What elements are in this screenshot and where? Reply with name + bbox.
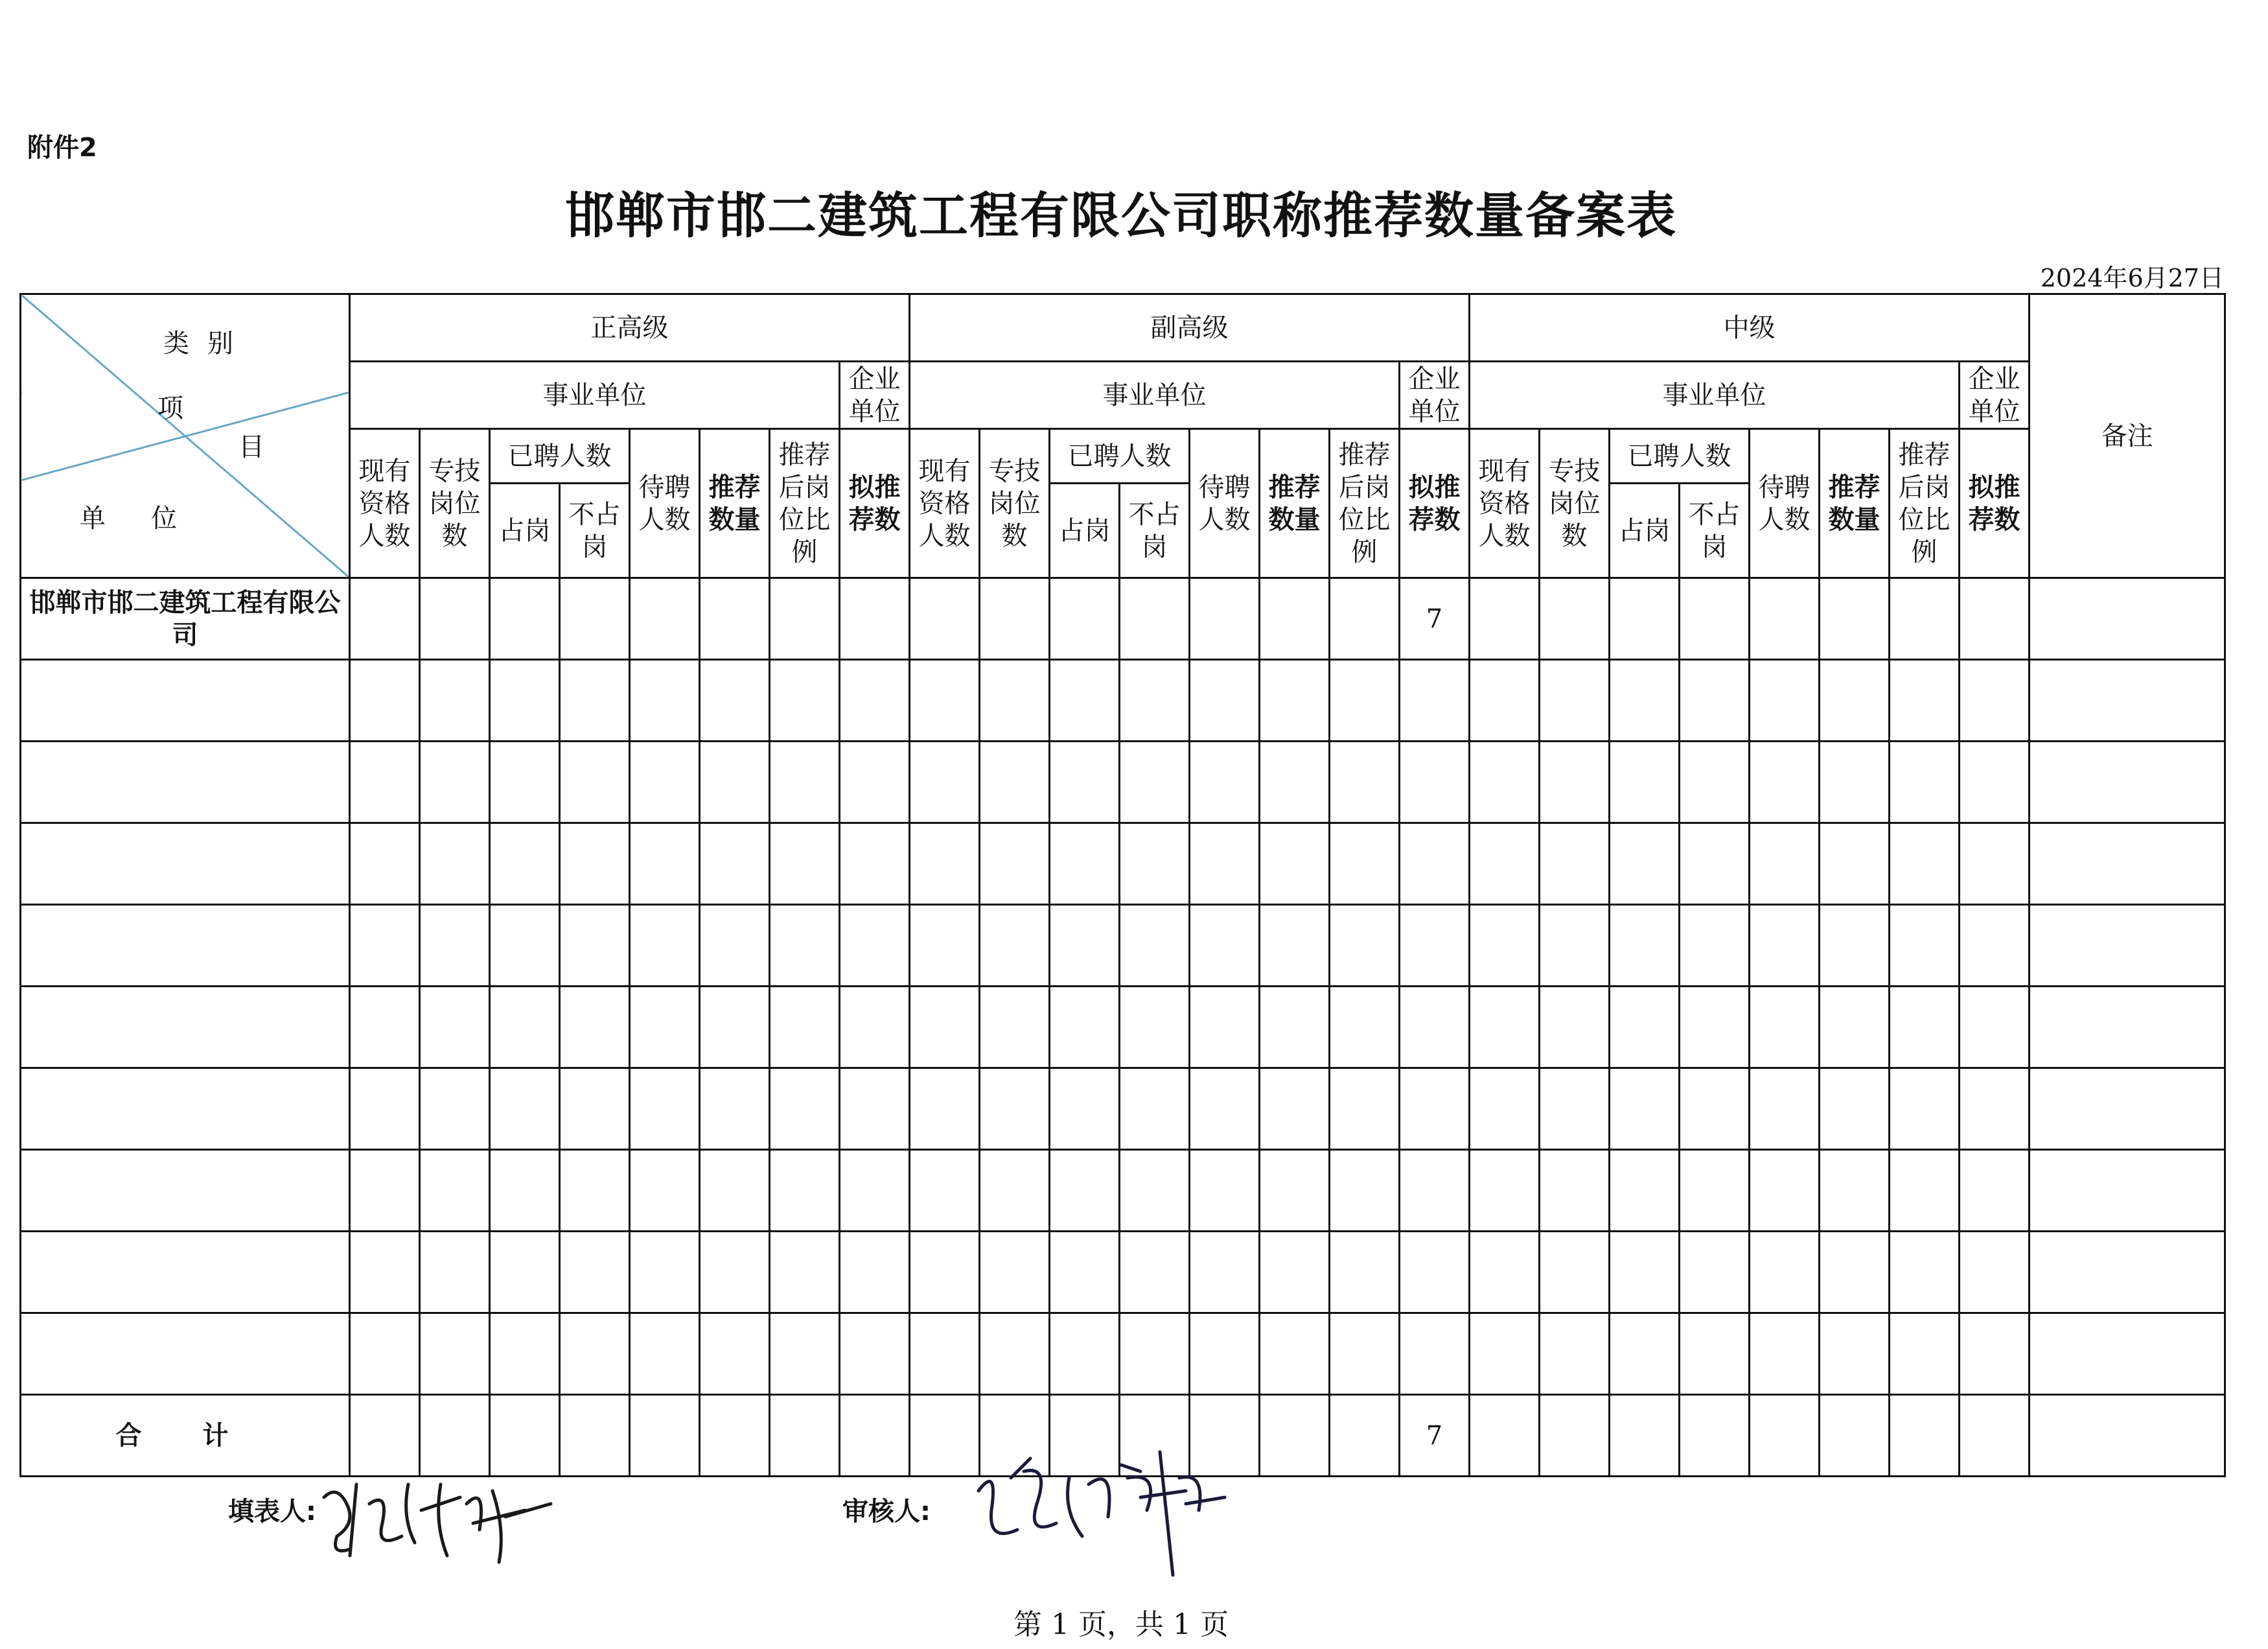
table-row xyxy=(21,1068,2225,1150)
col-recommend-count: 推荐数量 xyxy=(700,429,770,578)
intermediate-public-header: 事业单位 xyxy=(1470,362,1960,429)
col-awaiting: 待聘人数 xyxy=(630,429,700,578)
col-occupying: 占岗 xyxy=(1050,484,1120,578)
col-existing-qualified: 现有资格人数 xyxy=(910,429,980,578)
page-footer: 第 1 页，共 1 页 xyxy=(1013,1608,1229,1641)
group-header-senior: 正高级 xyxy=(350,294,910,362)
table-row xyxy=(21,742,2225,823)
col-post-ratio: 推荐后岗位比例 xyxy=(770,429,840,578)
table-row xyxy=(21,1150,2225,1232)
table-row xyxy=(21,987,2225,1068)
col-not-occupying: 不占岗 xyxy=(1680,484,1750,578)
table-row xyxy=(21,905,2225,987)
table-row xyxy=(21,1232,2225,1313)
col-proposed: 拟推荐数 xyxy=(1400,429,1470,578)
col-hired: 已聘人数 xyxy=(1610,429,1750,484)
unit-name-cell: 邯郸市邯二建筑工程有限公司 xyxy=(21,578,350,660)
unit-label: 单位 xyxy=(80,504,222,533)
table-row xyxy=(21,823,2225,905)
col-post-ratio: 推荐后岗位比例 xyxy=(1330,429,1400,578)
item-label-2: 目 xyxy=(238,432,264,462)
col-occupying: 占岗 xyxy=(1610,484,1680,578)
col-post-ratio: 推荐后岗位比例 xyxy=(1890,429,1960,578)
col-existing-qualified: 现有资格人数 xyxy=(350,429,420,578)
header-diagonal-cell xyxy=(21,294,350,578)
filled-by-label: 填表人: xyxy=(228,1497,316,1526)
group-header-deputy-senior: 副高级 xyxy=(910,294,1470,362)
total-deputy-enterprise-cell: 7 xyxy=(1400,1395,1470,1477)
col-hired: 已聘人数 xyxy=(490,429,630,484)
total-label: 合 计 xyxy=(21,1395,350,1477)
reviewer-label: 审核人: xyxy=(842,1497,931,1526)
col-recommend-count: 推荐数量 xyxy=(1820,429,1890,578)
col-awaiting: 待聘人数 xyxy=(1750,429,1820,578)
col-hired: 已聘人数 xyxy=(1050,429,1190,484)
col-proposed: 拟推荐数 xyxy=(1960,429,2030,578)
item-label-1: 项 xyxy=(157,393,183,423)
col-tech-positions: 专技岗位数 xyxy=(420,429,490,578)
recommendation-table xyxy=(19,293,2226,1477)
deputy-enterprise-proposed-cell: 7 xyxy=(1400,578,1470,660)
reviewer-signature xyxy=(966,1439,1238,1582)
senior-public-header: 事业单位 xyxy=(350,362,840,429)
table-row xyxy=(21,660,2225,742)
col-proposed: 拟推荐数 xyxy=(840,429,910,578)
col-existing-qualified: 现有资格人数 xyxy=(1470,429,1540,578)
deputy-enterprise-header: 企业单位 xyxy=(1400,362,1470,429)
table-row xyxy=(21,1313,2225,1395)
senior-enterprise-header: 企业单位 xyxy=(840,362,910,429)
col-tech-positions: 专技岗位数 xyxy=(980,429,1050,578)
col-not-occupying: 不占岗 xyxy=(1120,484,1190,578)
remarks-header: 备注 xyxy=(2030,294,2225,578)
attachment-label: 附件2 xyxy=(27,133,97,163)
category-label: 类别 xyxy=(163,329,251,358)
col-not-occupying: 不占岗 xyxy=(560,484,630,578)
group-header-intermediate: 中级 xyxy=(1470,294,2030,362)
document-title: 邯郸市邯二建筑工程有限公司职称推荐数量备案表 xyxy=(565,187,1677,244)
filler-signature xyxy=(311,1458,557,1569)
deputy-public-header: 事业单位 xyxy=(910,362,1400,429)
form-date: 2024年6月27日 xyxy=(2040,264,2224,292)
table-row xyxy=(21,578,2225,660)
intermediate-enterprise-header: 企业单位 xyxy=(1960,362,2030,429)
col-recommend-count: 推荐数量 xyxy=(1260,429,1330,578)
col-tech-positions: 专技岗位数 xyxy=(1540,429,1610,578)
col-awaiting: 待聘人数 xyxy=(1190,429,1260,578)
col-occupying: 占岗 xyxy=(490,484,560,578)
